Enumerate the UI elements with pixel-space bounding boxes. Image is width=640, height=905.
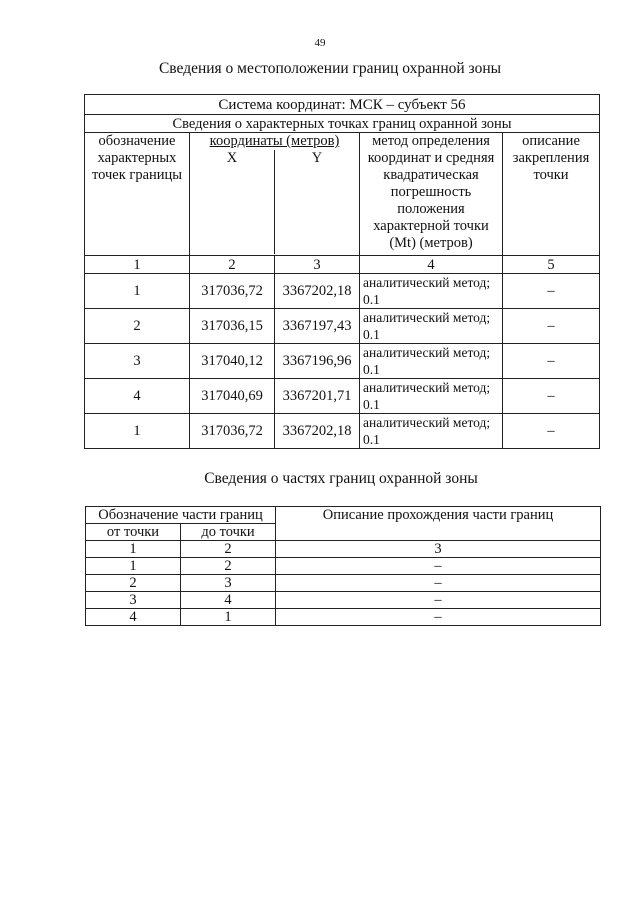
col-number: 3 bbox=[275, 256, 360, 274]
x-cell: 317036,15 bbox=[190, 309, 275, 344]
col-x: X bbox=[190, 150, 275, 254]
table-row bbox=[85, 344, 600, 379]
col-number: 2 bbox=[190, 256, 275, 274]
y-cell: 3367196,96 bbox=[275, 344, 360, 379]
column-numbers-row bbox=[86, 541, 601, 558]
boundary-parts-table bbox=[85, 506, 601, 626]
table-row bbox=[86, 558, 601, 575]
to-cell: 4 bbox=[181, 592, 276, 609]
method-cell: аналитический метод; 0.1 bbox=[360, 309, 503, 344]
col-method: метод определения координат и средняя квадратическая погрешность положения характерной точки (Mt) (метров) bbox=[360, 133, 503, 256]
description-cell: – bbox=[503, 309, 600, 344]
col-to: до точки bbox=[181, 524, 276, 541]
table-row bbox=[85, 414, 600, 449]
to-cell: 3 bbox=[181, 575, 276, 592]
page-number: 49 bbox=[314, 37, 326, 49]
description-cell: – bbox=[276, 592, 601, 609]
to-cell: 1 bbox=[181, 609, 276, 626]
table-row bbox=[85, 274, 600, 309]
col-number: 5 bbox=[503, 256, 600, 274]
from-cell: 1 bbox=[86, 558, 181, 575]
coordinates-subcols bbox=[190, 150, 359, 254]
method-cell: аналитический метод; 0.1 bbox=[360, 344, 503, 379]
x-cell: 317036,72 bbox=[190, 414, 275, 449]
col-number: 4 bbox=[360, 256, 503, 274]
col-part-description: Описание прохождения части границ bbox=[276, 507, 601, 541]
y-cell: 3367201,71 bbox=[275, 379, 360, 414]
method-cell: аналитический метод; 0.1 bbox=[360, 274, 503, 309]
point-cell: 2 bbox=[85, 309, 190, 344]
description-cell: – bbox=[503, 414, 600, 449]
characteristic-points-title: Сведения о характерных точках границ охранной зоны bbox=[85, 115, 600, 133]
col-number: 2 bbox=[181, 541, 276, 558]
table-row bbox=[86, 609, 601, 626]
point-cell: 1 bbox=[85, 414, 190, 449]
point-cell: 3 bbox=[85, 344, 190, 379]
col-part-designation: Обозначение части границ bbox=[86, 507, 276, 524]
from-cell: 2 bbox=[86, 575, 181, 592]
table-row bbox=[85, 309, 600, 344]
col-description: описание закрепления точки bbox=[503, 133, 600, 256]
column-numbers-row bbox=[85, 256, 600, 274]
col-coordinates-label: координаты (метров) bbox=[209, 133, 340, 149]
col-from: от точки bbox=[86, 524, 181, 541]
col-coordinates bbox=[190, 133, 360, 256]
y-cell: 3367202,18 bbox=[275, 414, 360, 449]
to-cell: 2 bbox=[181, 558, 276, 575]
description-cell: – bbox=[503, 274, 600, 309]
x-cell: 317036,72 bbox=[190, 274, 275, 309]
point-cell: 4 bbox=[85, 379, 190, 414]
y-cell: 3367202,18 bbox=[275, 274, 360, 309]
characteristic-points-table bbox=[84, 94, 600, 449]
col-y: Y bbox=[311, 150, 323, 166]
x-cell: 317040,12 bbox=[190, 344, 275, 379]
col-number: 3 bbox=[276, 541, 601, 558]
method-cell: аналитический метод; 0.1 bbox=[360, 379, 503, 414]
table-row bbox=[86, 592, 601, 609]
description-cell: – bbox=[503, 344, 600, 379]
table-row bbox=[86, 575, 601, 592]
y-cell: 3367197,43 bbox=[275, 309, 360, 344]
point-cell: 1 bbox=[85, 274, 190, 309]
col-designation: обозначение характерных точек границы bbox=[85, 133, 190, 256]
from-cell: 3 bbox=[86, 592, 181, 609]
col-number: 1 bbox=[85, 256, 190, 274]
from-cell: 4 bbox=[86, 609, 181, 626]
heading-parts: Сведения о частях границ охранной зоны bbox=[204, 470, 478, 487]
description-cell: – bbox=[276, 575, 601, 592]
description-cell: – bbox=[276, 558, 601, 575]
description-cell: – bbox=[503, 379, 600, 414]
table-row bbox=[85, 379, 600, 414]
col-number: 1 bbox=[86, 541, 181, 558]
description-cell: – bbox=[276, 609, 601, 626]
method-cell: аналитический метод; 0.1 bbox=[360, 414, 503, 449]
heading-location: Сведения о местоположении границ охранной зоны bbox=[158, 60, 502, 77]
coordinate-system: Система координат: МСК – субъект 56 bbox=[85, 95, 600, 115]
x-cell: 317040,69 bbox=[190, 379, 275, 414]
